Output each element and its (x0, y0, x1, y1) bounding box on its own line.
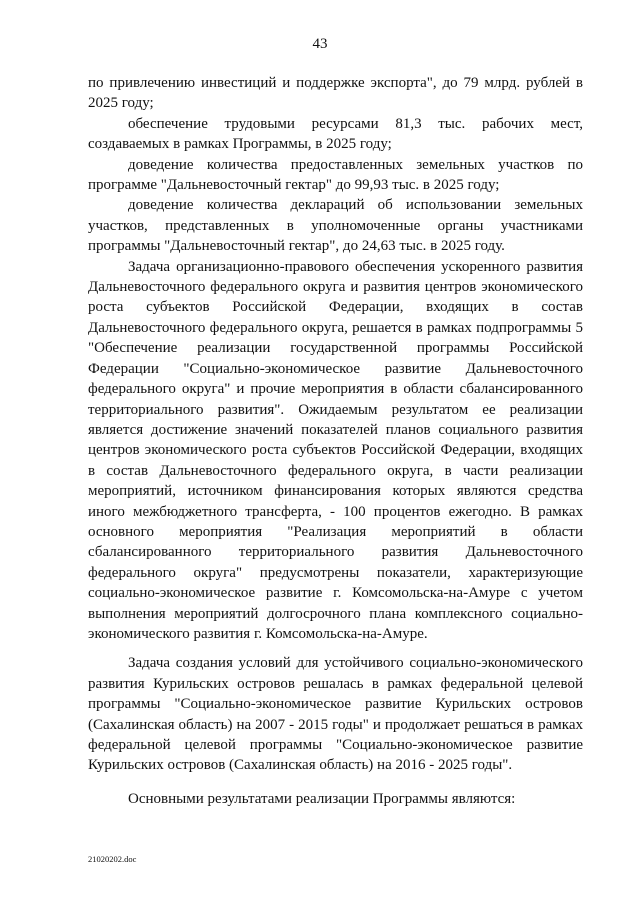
paragraph-main-results: Основными результатами реализации Программы являются: (128, 790, 516, 807)
document-file-code: 21020202.doc (88, 854, 137, 864)
paragraph-investment-continuation: по привлечению инвестиций и поддержке экспорта", до 79 млрд. рублей в 2025 году; (88, 75, 583, 112)
paragraph-land-plots: доведение количества предоставленных земельных участков по программе "Дальневосточный гектар" до 99,93 тыс. в 2025 году; (88, 156, 583, 194)
page-number: 43 (312, 36, 328, 52)
paragraph-labor-resources: обеспечение трудовыми ресурсами 81,3 тыс. рабочих мест, создаваемых в рамках Программы, в 2025 году; (88, 115, 583, 153)
paragraph-subprogram-5: Задача организационно-правового обеспечения ускоренного развития Дальневосточного федерального округа и развития центров экономического роста субъектов Российской Федерации, входящих в состав Дальневосточного федерального округа, решается в рамках подпрограммы 5 "Обеспечение реализации государственной программы Российской Федерации "Социально-экономическое развитие Дальневосточного федерального округа" и прочие мероприятия в области сбалансированного территориального развития". Ожидаемым результатом ее реализации является достижение значений показателей планов социального развития центров экономического роста субъектов Российской Федерации, входящих в состав Дальневосточного федерального округа, в части реализации мероприятий, источником финансирования которых являются средства иного межбюджетного трансферта, - 100 процентов ежегодно. В рамках основного мероприятия "Реализация мероприятий в области сбалансированного территориального развития Дальневосточного федерального округа" предусмотрены показатели, характеризующие социально-экономическое развитие г. Комсомольска-на-Амуре с учетом выполнения мероприятий долгосрочного плана комплексного социально-экономического развития г. Комсомольска-на-Амуре. (88, 258, 583, 642)
body-text (88, 73, 583, 809)
paragraph-kuril-islands: Задача создания условий для устойчивого социально-экономического развития Курильских островов решалась в рамках федеральной целевой программы "Социально-экономическое развитие Курильских островов (Сахалинская область) на 2007 - 2015 годы" и продолжает решаться в рамках федеральной целевой программы "Социально-экономическое развитие Курильских островов (Сахалинская область) на 2016 - 2025 годы". (88, 655, 583, 774)
paragraph-land-declarations: доведение количества деклараций об использовании земельных участков, представленных в уполномоченные органы участниками программы "Дальневосточный гектар", до 24,63 тыс. в 2025 году. (88, 197, 583, 255)
